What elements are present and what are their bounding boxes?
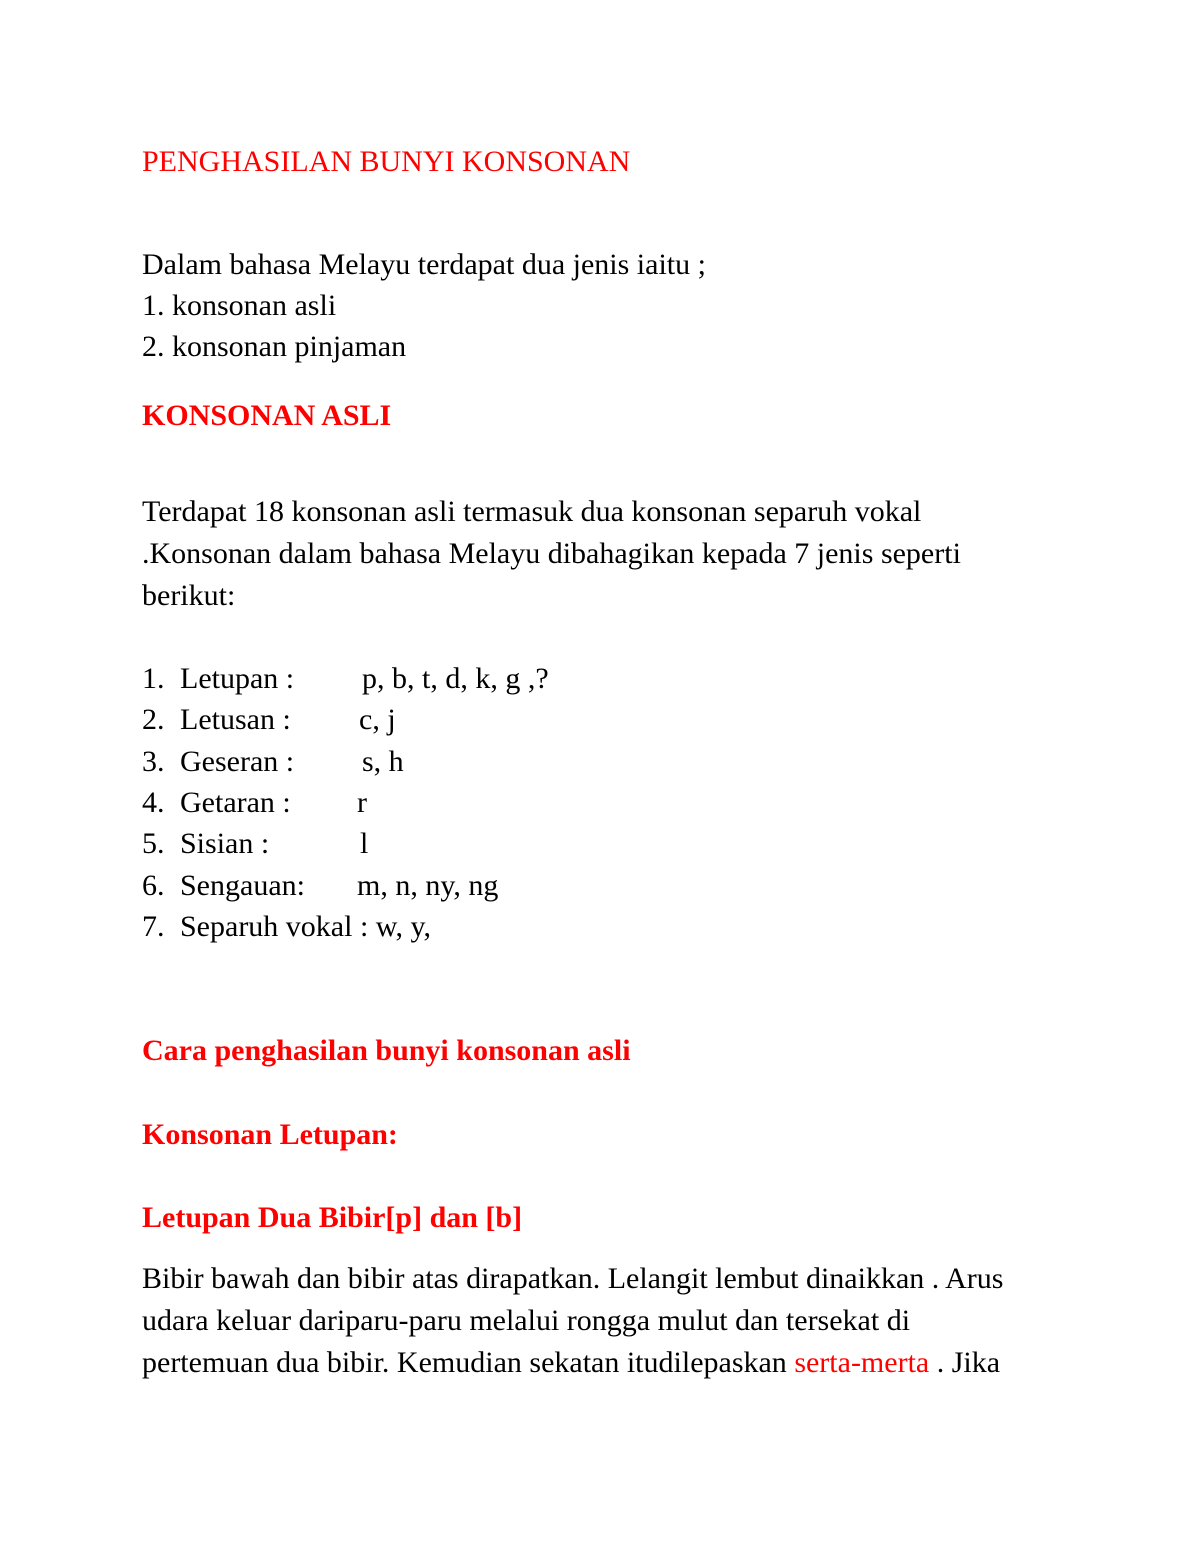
highlight-serta-merta: serta-merta — [794, 1346, 930, 1379]
list-number: 2. — [142, 703, 165, 736]
list-label: Letusan : — [180, 703, 291, 736]
list-value: c, j — [359, 703, 396, 736]
document-title: PENGHASILAN BUNYI KONSONAN — [142, 145, 631, 178]
subheading-konsonan-letupan: Konsonan Letupan: — [142, 1118, 398, 1151]
list-number: 6. — [142, 869, 165, 902]
list-value: r — [357, 786, 367, 819]
list-label: Sisian : — [180, 827, 270, 860]
list-value: p, b, t, d, k, g ,? — [362, 662, 549, 695]
subheading-letupan-dua-bibir: Letupan Dua Bibir[p] dan [b] — [142, 1201, 523, 1234]
list-number: 7. — [142, 910, 165, 943]
list-label: Letupan : — [180, 662, 295, 695]
body-line-1: Bibir bawah dan bibir atas dirapatkan. Lelangit lembut dinaikkan . Arus — [142, 1262, 1004, 1295]
list-number: 3. — [142, 745, 165, 778]
list-label: Sengauan: — [180, 869, 305, 902]
body-line-3-end: . Jika — [929, 1346, 1001, 1379]
list-label: Separuh vokal : w, y, — [180, 910, 432, 943]
intro-item-1: 1. konsonan asli — [142, 289, 337, 322]
list-number: 5. — [142, 827, 165, 860]
paragraph-line-3: berikut: — [142, 579, 236, 612]
list-value: s, h — [362, 745, 404, 778]
paragraph-line-1: Terdapat 18 konsonan asli termasuk dua konsonan separuh vokal — [142, 495, 922, 528]
list-number: 4. — [142, 786, 165, 819]
section-heading-cara-penghasilan: Cara penghasilan bunyi konsonan asli — [142, 1034, 631, 1067]
list-value: m, n, ny, ng — [357, 869, 499, 902]
section-heading-konsonan-asli: KONSONAN ASLI — [142, 399, 392, 432]
intro-sentence: Dalam bahasa Melayu terdapat dua jenis iaitu ; — [142, 248, 706, 281]
paragraph-line-2: .Konsonan dalam bahasa Melayu dibahagikan kepada 7 jenis seperti — [142, 537, 961, 570]
body-line-2: udara keluar dariparu-paru melalui rongga mulut dan tersekat di — [142, 1304, 911, 1337]
list-label: Geseran : — [180, 745, 295, 778]
body-line-3 — [142, 1345, 1000, 1381]
list-value: l — [360, 827, 369, 860]
intro-item-2: 2. konsonan pinjaman — [142, 330, 407, 363]
list-number: 1. — [142, 662, 165, 695]
body-line-3-start: pertemuan dua bibir. Kemudian sekatan itudilepaskan — [142, 1346, 795, 1379]
list-label: Getaran : — [180, 786, 291, 819]
